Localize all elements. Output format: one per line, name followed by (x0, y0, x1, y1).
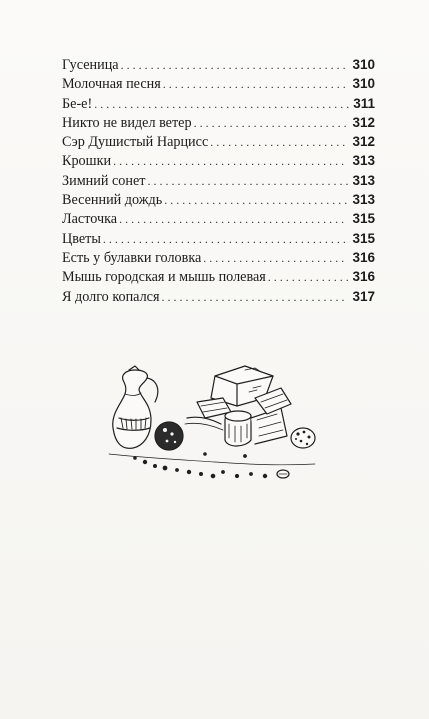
toc-leader-dots (163, 75, 349, 94)
toc-entry-page: 315 (352, 211, 375, 227)
toc-leader-dots (268, 268, 349, 287)
toc-leader-dots (203, 249, 348, 268)
toc-entry-title: Зимний сонет (62, 172, 146, 189)
cheese-ball-drawing (155, 422, 183, 450)
toc-leader-dots (113, 152, 348, 171)
toc-leader-dots (162, 288, 349, 307)
toc-entry (62, 55, 375, 74)
toc-entry (62, 171, 375, 190)
toc-entry-page: 316 (352, 249, 375, 265)
toc-entry-title: Никто не видел ветер (62, 114, 192, 131)
toc-leader-dots (164, 191, 348, 210)
jug-drawing (113, 366, 158, 448)
toc-entry-title: Гусеница (62, 57, 119, 73)
toc-entry (62, 113, 375, 132)
toc-entry (62, 74, 375, 93)
toc-entry-title: Я долго копался (62, 288, 160, 305)
toc-entry (62, 190, 375, 209)
toc-entry-page: 313 (352, 192, 375, 208)
toc-entry-title: Ласточка (62, 211, 118, 228)
still-life-illustration (105, 358, 330, 493)
crates-and-cheese-drawing (185, 366, 291, 446)
toc-entry-title: Молочная песня (62, 76, 161, 93)
toc-entry (62, 209, 375, 228)
toc-entry-page: 310 (352, 57, 375, 72)
toc-entry (62, 267, 375, 286)
toc-entry-page: 310 (352, 76, 375, 92)
toc-entry (62, 151, 375, 170)
toc-entry-title: Крошки (62, 153, 112, 170)
toc-leader-dots (103, 230, 349, 249)
toc-entry-page: 313 (352, 172, 375, 188)
toc-leader-dots (147, 172, 348, 191)
scattered-crumbs-drawing (109, 453, 315, 478)
toc-entry-page: 313 (352, 153, 375, 169)
toc-leader-dots (210, 133, 348, 152)
toc-entry-page: 316 (352, 269, 375, 285)
toc-leader-dots (94, 95, 349, 114)
toc-entry-title: Мышь городская и мышь полевая (62, 269, 266, 286)
walnut-drawing (291, 428, 315, 448)
toc-entry-title: Весенний дождь (62, 192, 163, 209)
toc-entry-page: 315 (352, 230, 375, 246)
toc-entry-title: Бе-е! (62, 95, 93, 112)
toc-entry-page: 317 (352, 288, 375, 304)
toc-entry-title: Есть у булавки головка (62, 249, 202, 266)
toc-entry (62, 94, 375, 113)
toc-entry-title: Цветы (62, 230, 101, 247)
toc-leader-dots (194, 114, 349, 133)
toc-entry-page: 312 (352, 134, 375, 150)
toc-entry-page: 312 (352, 114, 375, 130)
toc-entry (62, 287, 375, 306)
toc-entry (62, 229, 375, 248)
toc-entry-title: Сэр Душистый Нарцисс (62, 134, 209, 151)
toc-leader-dots (121, 56, 349, 75)
table-of-contents (62, 55, 375, 306)
toc-entry-page: 311 (353, 95, 375, 111)
toc-entry (62, 248, 375, 267)
toc-leader-dots (119, 210, 348, 229)
toc-entry (62, 132, 375, 151)
